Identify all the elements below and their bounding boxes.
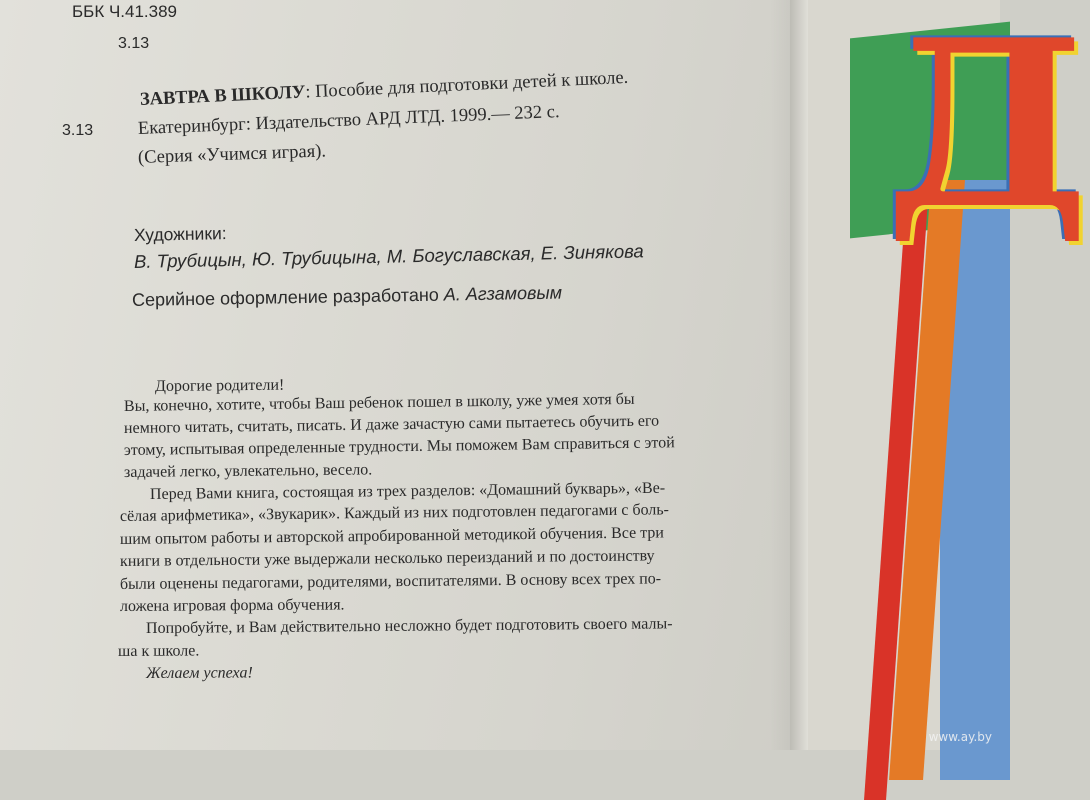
series-info: (Серия «Учимся играя).	[137, 141, 327, 168]
design-author: А. Агзамовым	[443, 282, 563, 305]
bbk-code: ББК Ч.41.389	[72, 2, 177, 21]
foreword-line: немного читать, считать, писать. И даже зачастую сами пытаетесь обучить его	[123, 412, 660, 437]
foreword-line: задачей легко, увлекательно, весело.	[123, 461, 373, 481]
artists-label: Художники:	[133, 223, 227, 245]
side-author-mark: 3.13	[62, 122, 94, 139]
series-design-credit	[132, 282, 562, 311]
book-cover	[790, 0, 1090, 750]
watermark: www.ay.by	[928, 730, 992, 744]
foreword-line: сёлая арифметика», «Звукарик». Каждый из них подготовлен педагогами с боль-	[119, 501, 670, 525]
foreword-line: книги в отдельности уже выдержали несколько переизданий и по достоинству	[119, 547, 655, 570]
cover-letter: Д	[885, 0, 1090, 260]
foreword-line: Попробуйте, и Вам действительно несложно будет подготовить своего малы-	[145, 615, 673, 637]
foreword-line: шим опытом работы и авторской апробированной методикой обучения. Все три	[119, 524, 665, 548]
foreword-line: ша к школе.	[117, 642, 200, 660]
foreword-line: Перед Вами книга, состоящая из трех разделов: «Домашний букварь», «Ве-	[149, 479, 666, 503]
foreword-line: этому, испытывая определенные трудности. Мы поможем Вам справиться с этой	[123, 434, 675, 459]
author-mark-code: 3.13	[118, 35, 150, 52]
book-title: ЗАВТРА В ШКОЛУ	[139, 82, 306, 110]
artists-names: В. Трубицын, Ю. Трубицына, М. Богуславская, Е. Зинякова	[133, 240, 644, 272]
foreword-greeting: Дорогие родители!	[154, 376, 285, 395]
foreword-line: Вы, конечно, хотите, чтобы Ваш ребенок пошел в школу, уже умея хотя бы	[123, 390, 635, 415]
cover-edge	[790, 0, 808, 750]
foreword-closing: Желаем успеха!	[145, 664, 253, 682]
design-prefix: Серийное оформление разработано	[131, 284, 444, 310]
book-subtitle: : Пособие для подготовки детей к школе.	[304, 67, 629, 103]
foreword-line: были оценены педагогами, родителями, воспитателями. В основу всех трех по-	[119, 570, 662, 593]
publisher-info: Екатеринбург: Издательство АРД ЛТД. 1999.— 232 с.	[137, 102, 560, 139]
foreword-line: ложена игровая форма обучения.	[119, 596, 345, 615]
